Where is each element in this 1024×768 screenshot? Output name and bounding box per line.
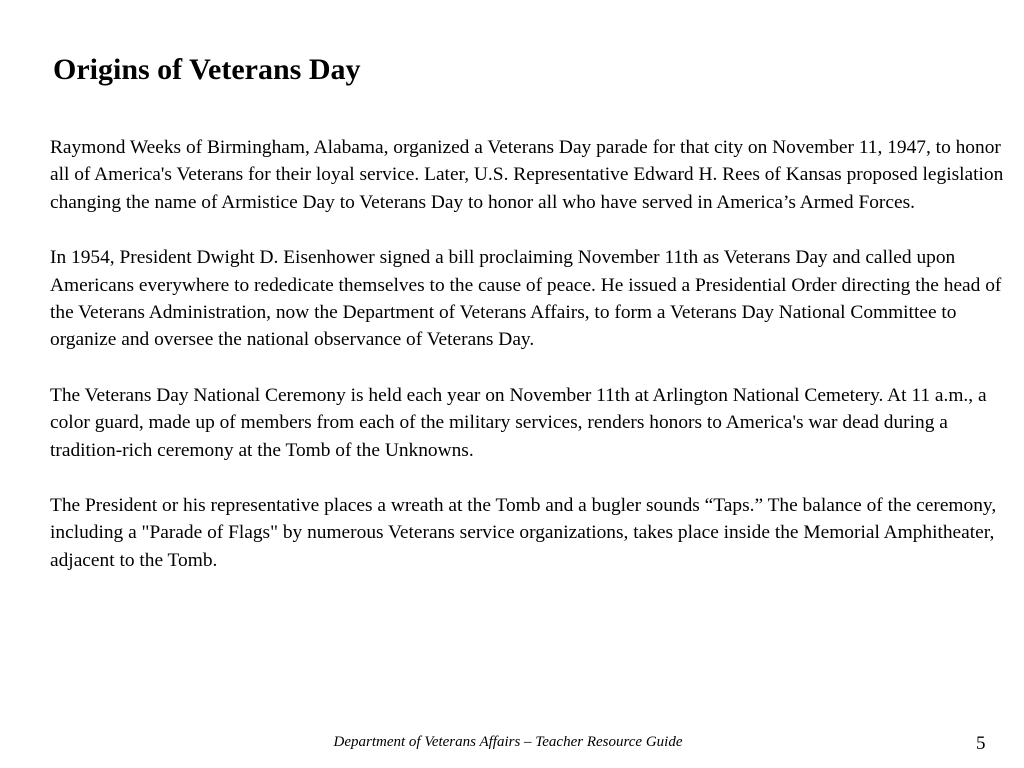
paragraph-national-ceremony: The Veterans Day National Ceremony is held each year on November 11th at Arlington National Cemetery. At 11 a.m., a color guard, made up of members from each of the military services, renders honors to America's war dead during a tradition-rich ceremony at the Tomb of the Unknowns.	[50, 384, 987, 461]
paragraph-eisenhower-proclamation: In 1954, President Dwight D. Eisenhower signed a bill proclaiming November 11th as Veterans Day and called upon Americans everywhere to rededicate themselves to the cause of peace. He issued a Presidential Order directing the head of the Veterans Administration, now the Department of Veterans Affairs, to form a Veterans Day National Committee to organize and oversee the national observance of Veterans Day.	[50, 247, 1002, 351]
body-text	[50, 134, 1005, 602]
paragraph-parade-origin: Raymond Weeks of Birmingham, Alabama, organized a Veterans Day parade for that city on November 11, 1947, to honor all of America's Veterans for their loyal service. Later, U.S. Representative Edward H. Rees of Kansas proposed legislation changing the name of Armistice Day to Veterans Day to honor all who have served in America’s Armed Forces.	[50, 137, 1004, 213]
page-title: Origins of Veterans Day	[53, 53, 361, 86]
page-number: 5	[976, 733, 986, 754]
footer-text: Department of Veterans Affairs – Teacher Resource Guide	[333, 734, 683, 750]
paragraph-wreath-ceremony: The President or his representative places a wreath at the Tomb and a bugler sounds “Taps.” The balance of the ceremony, including a "Parade of Flags" by numerous Veterans service organizations, takes place inside the Memorial Amphitheater, adjacent to the Tomb.	[50, 495, 997, 571]
